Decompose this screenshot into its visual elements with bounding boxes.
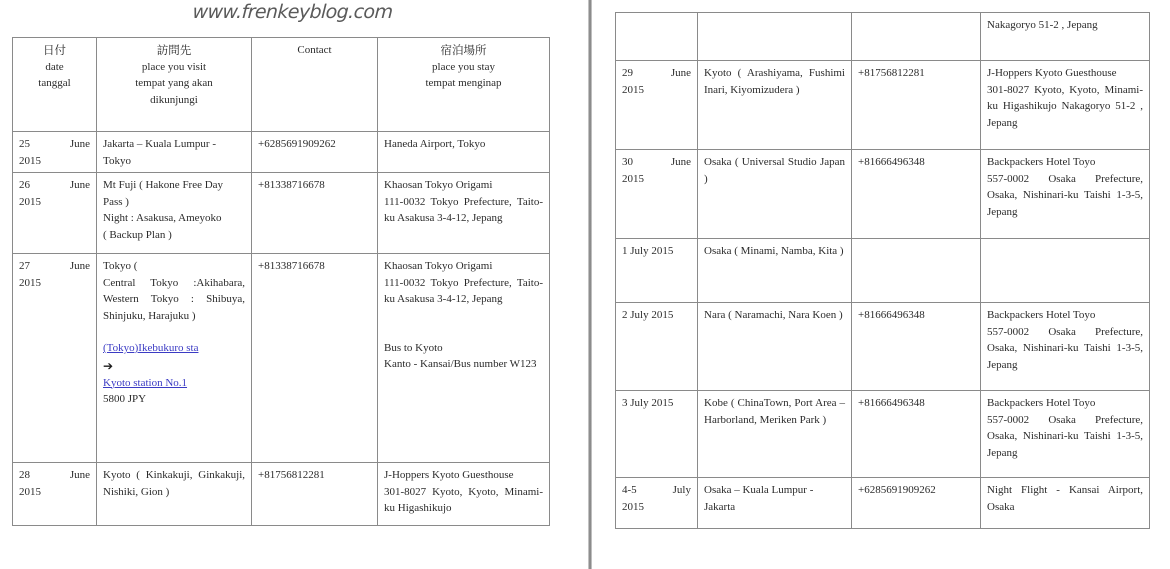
table-row-continuation — [616, 13, 1150, 61]
cell-date — [616, 13, 698, 61]
visit-line: Pass ) — [103, 195, 129, 208]
cell-place-you-stay — [378, 132, 550, 173]
column-header-contact — [252, 38, 378, 132]
cell-place-you-stay — [981, 150, 1150, 239]
table-header-row — [13, 38, 550, 132]
table-row — [616, 478, 1150, 529]
itinerary-table-left — [12, 37, 550, 526]
stay-line: Night Flight - Kansai Airport, Osaka — [987, 484, 1143, 513]
visit-line: Osaka ( Universal Studio Japan ) — [704, 156, 845, 185]
cell-contact — [252, 132, 378, 173]
visit-line: Central Tokyo :Akihabara, Western Tokyo : Shibuya, Shinjuku, Harajuku ) — [103, 276, 245, 322]
visit-line: Night : Asakusa, Ameyoko — [103, 212, 222, 224]
cell-place-you-visit — [97, 254, 252, 463]
cell-contact — [852, 150, 981, 239]
cell-place-you-stay — [981, 61, 1150, 150]
column-header-visit-en: place you visit — [141, 60, 207, 73]
table-row — [616, 391, 1150, 478]
column-header-visit-cjk: 訪問先 — [156, 43, 192, 57]
date-month: July — [672, 484, 691, 496]
cell-place-you-visit — [97, 463, 252, 526]
contact-phone: +81666496348 — [858, 397, 925, 409]
cell-date — [13, 132, 97, 173]
cell-contact — [852, 478, 981, 529]
column-header-stay-en: place you stay — [432, 60, 495, 73]
cell-date — [616, 478, 698, 529]
cell-place-you-visit — [698, 239, 852, 303]
cell-place-you-visit — [698, 391, 852, 478]
cell-place-you-visit — [698, 478, 852, 529]
contact-phone: +81756812281 — [858, 67, 925, 79]
date-year: 2015 — [622, 500, 644, 513]
visit-line: Jakarta — [704, 500, 736, 513]
date-full: 1 July 2015 — [622, 245, 674, 257]
contact-phone: +81338716678 — [258, 260, 325, 272]
contact-phone: +6285691909262 — [858, 484, 936, 496]
cell-contact — [852, 391, 981, 478]
date-month: June — [69, 179, 90, 191]
visit-line: Kobe ( ChinaTown, Port Area – Harborland, Meriken Park ) — [704, 397, 845, 426]
date-month: June — [670, 67, 691, 79]
stay-hotel-name: Khaosan Tokyo Origami — [384, 260, 493, 272]
stay-hotel-address: 111-0032 Tokyo Prefecture, Taito-ku Asakusa 3-4-12, Jepang — [384, 276, 543, 305]
column-header-visit-id: tempat yang akan — [135, 77, 213, 89]
cell-place-you-stay — [981, 303, 1150, 391]
stay-address-continued: Nakagoryo 51-2 , Jepang — [987, 19, 1098, 31]
cell-date — [616, 61, 698, 150]
date-month: June — [69, 260, 90, 272]
column-header-visit-id2: dikunjungi — [150, 93, 198, 106]
visit-fare: 5800 JPY — [103, 393, 147, 405]
date-year: 2015 — [19, 485, 41, 498]
cell-date — [13, 173, 97, 254]
date-month: June — [670, 156, 691, 168]
cell-contact — [252, 463, 378, 526]
cell-date — [616, 150, 698, 239]
stay-hotel-address: 111-0032 Tokyo Prefecture, Taito-ku Asakusa 3-4-12, Jepang — [384, 195, 543, 224]
cell-place-you-visit — [698, 303, 852, 391]
contact-phone: +81666496348 — [858, 156, 925, 168]
link-ikebukuro-station[interactable]: (Tokyo)Ikebukuro sta — [103, 342, 199, 354]
contact-phone: +81666496348 — [858, 309, 925, 321]
cell-place-you-visit — [698, 150, 852, 239]
visit-line: Jakarta – Kuala Lumpur - — [103, 138, 217, 150]
column-header-date-cjk: 日付 — [43, 43, 66, 57]
stay-hotel-address: 301-8027 Kyoto, Kyoto, Minami-ku Higashikujo — [384, 485, 543, 514]
cell-place-you-stay — [378, 254, 550, 463]
cell-contact — [852, 61, 981, 150]
stay-hotel-address: 557-0002 Osaka Prefecture, Osaka, Nishinari-ku Taishi 1-3-5, Jepang — [987, 413, 1143, 459]
cell-place-you-stay — [981, 478, 1150, 529]
cell-contact — [252, 254, 378, 463]
cell-place-you-visit — [698, 61, 852, 150]
stay-hotel-name: J-Hoppers Kyoto Guesthouse — [384, 469, 514, 481]
date-day: 28 — [19, 469, 30, 481]
date-month: June — [69, 138, 90, 150]
cell-place-you-stay — [981, 13, 1150, 61]
table-row — [13, 254, 550, 463]
date-day: 4-5 — [622, 484, 637, 496]
visit-line: Kyoto ( Kinkakuji, Ginkakuji, Nishiki, Gion ) — [103, 469, 245, 498]
table-row — [616, 303, 1150, 391]
cell-place-you-visit — [97, 173, 252, 254]
date-year: 2015 — [19, 195, 41, 208]
date-full: 3 July 2015 — [622, 397, 674, 409]
date-year: 2015 — [622, 172, 644, 185]
stay-hotel-name: Backpackers Hotel Toyo — [987, 397, 1096, 409]
stay-hotel-name: Backpackers Hotel Toyo — [987, 156, 1096, 168]
table-row — [13, 463, 550, 526]
page-separator-divider — [588, 0, 592, 569]
contact-phone: +81756812281 — [258, 469, 325, 481]
visit-line: Mt Fuji ( Hakone Free Day — [103, 179, 224, 191]
itinerary-table-right — [615, 12, 1150, 529]
table-row — [616, 239, 1150, 303]
table-row — [13, 132, 550, 173]
column-header-date-en: date — [45, 60, 64, 73]
cell-contact — [852, 303, 981, 391]
visit-line: Osaka ( Minami, Namba, Kita ) — [704, 245, 844, 257]
date-full: 2 July 2015 — [622, 309, 674, 321]
date-month: June — [69, 469, 90, 481]
cell-place-you-visit — [97, 132, 252, 173]
cell-contact — [252, 173, 378, 254]
date-day: 25 — [19, 138, 30, 150]
cell-date — [616, 303, 698, 391]
cell-place-you-stay — [981, 391, 1150, 478]
table-row — [616, 150, 1150, 239]
link-kyoto-station-no1[interactable]: Kyoto station No.1 — [103, 376, 188, 389]
column-header-place-you-visit — [97, 38, 252, 132]
column-header-date — [13, 38, 97, 132]
stay-transport-note: Bus to Kyoto — [384, 341, 443, 354]
column-header-date-id: tanggal — [38, 77, 71, 89]
date-day: 27 — [19, 260, 30, 272]
contact-phone: +81338716678 — [258, 179, 325, 191]
date-day: 30 — [622, 156, 633, 168]
stay-spacer — [384, 324, 543, 340]
arrow-right-icon: ➔ — [103, 358, 114, 373]
stay-hotel-name: Khaosan Tokyo Origami — [384, 179, 493, 191]
column-header-stay-id: tempat menginap — [425, 77, 502, 89]
visit-line: Tokyo ( — [103, 260, 138, 272]
visit-spacer — [103, 324, 245, 340]
column-header-contact-en: Contact — [297, 44, 332, 56]
itinerary-table-left-page — [12, 37, 549, 526]
stay-hotel-address: 557-0002 Osaka Prefecture, Osaka, Nishinari-ku Taishi 1-3-5, Jepang — [987, 325, 1143, 371]
date-day: 29 — [622, 67, 633, 79]
cell-date — [13, 254, 97, 463]
cell-place-you-visit — [698, 13, 852, 61]
contact-phone: +6285691909262 — [258, 138, 336, 150]
cell-date — [616, 391, 698, 478]
cell-place-you-stay — [378, 173, 550, 254]
stay-transport-detail: Kanto - Kansai/Bus number W123 — [384, 358, 537, 370]
visit-line: Nara ( Naramachi, Nara Koen ) — [704, 309, 843, 321]
table-row — [616, 61, 1150, 150]
date-day: 26 — [19, 179, 30, 191]
cell-place-you-stay — [378, 463, 550, 526]
stay-hotel-name: Backpackers Hotel Toyo — [987, 309, 1096, 321]
cell-place-you-stay — [981, 239, 1150, 303]
cell-contact — [852, 13, 981, 61]
date-year: 2015 — [19, 276, 41, 289]
watermark-blog-url: www.frenkeyblog.com — [191, 1, 393, 23]
visit-line: Kyoto ( Arashiyama, Fushimi Inari, Kiyomizudera ) — [704, 67, 845, 96]
visit-line: Osaka – Kuala Lumpur - — [704, 484, 814, 496]
column-header-stay-cjk: 宿泊場所 — [440, 43, 487, 57]
cell-contact — [852, 239, 981, 303]
cell-date — [13, 463, 97, 526]
stay-hotel-name: J-Hoppers Kyoto Guesthouse — [987, 67, 1117, 79]
stay-hotel-address: 557-0002 Osaka Prefecture, Osaka, Nishinari-ku Taishi 1-3-5, Jepang — [987, 172, 1143, 218]
column-header-place-you-stay — [378, 38, 550, 132]
itinerary-table-right-page — [615, 12, 1149, 529]
stay-hotel-address: 301-8027 Kyoto, Kyoto, Minami-ku Higashikujo Nakagoryo 51-2 , Jepang — [987, 83, 1143, 129]
visit-line: ( Backup Plan ) — [103, 228, 172, 241]
stay-line: Haneda Airport, Tokyo — [384, 138, 486, 150]
visit-line: Tokyo — [103, 154, 131, 167]
stay-spacer — [384, 308, 543, 324]
table-row — [13, 173, 550, 254]
date-year: 2015 — [622, 83, 644, 96]
date-year: 2015 — [19, 154, 41, 167]
cell-date — [616, 239, 698, 303]
